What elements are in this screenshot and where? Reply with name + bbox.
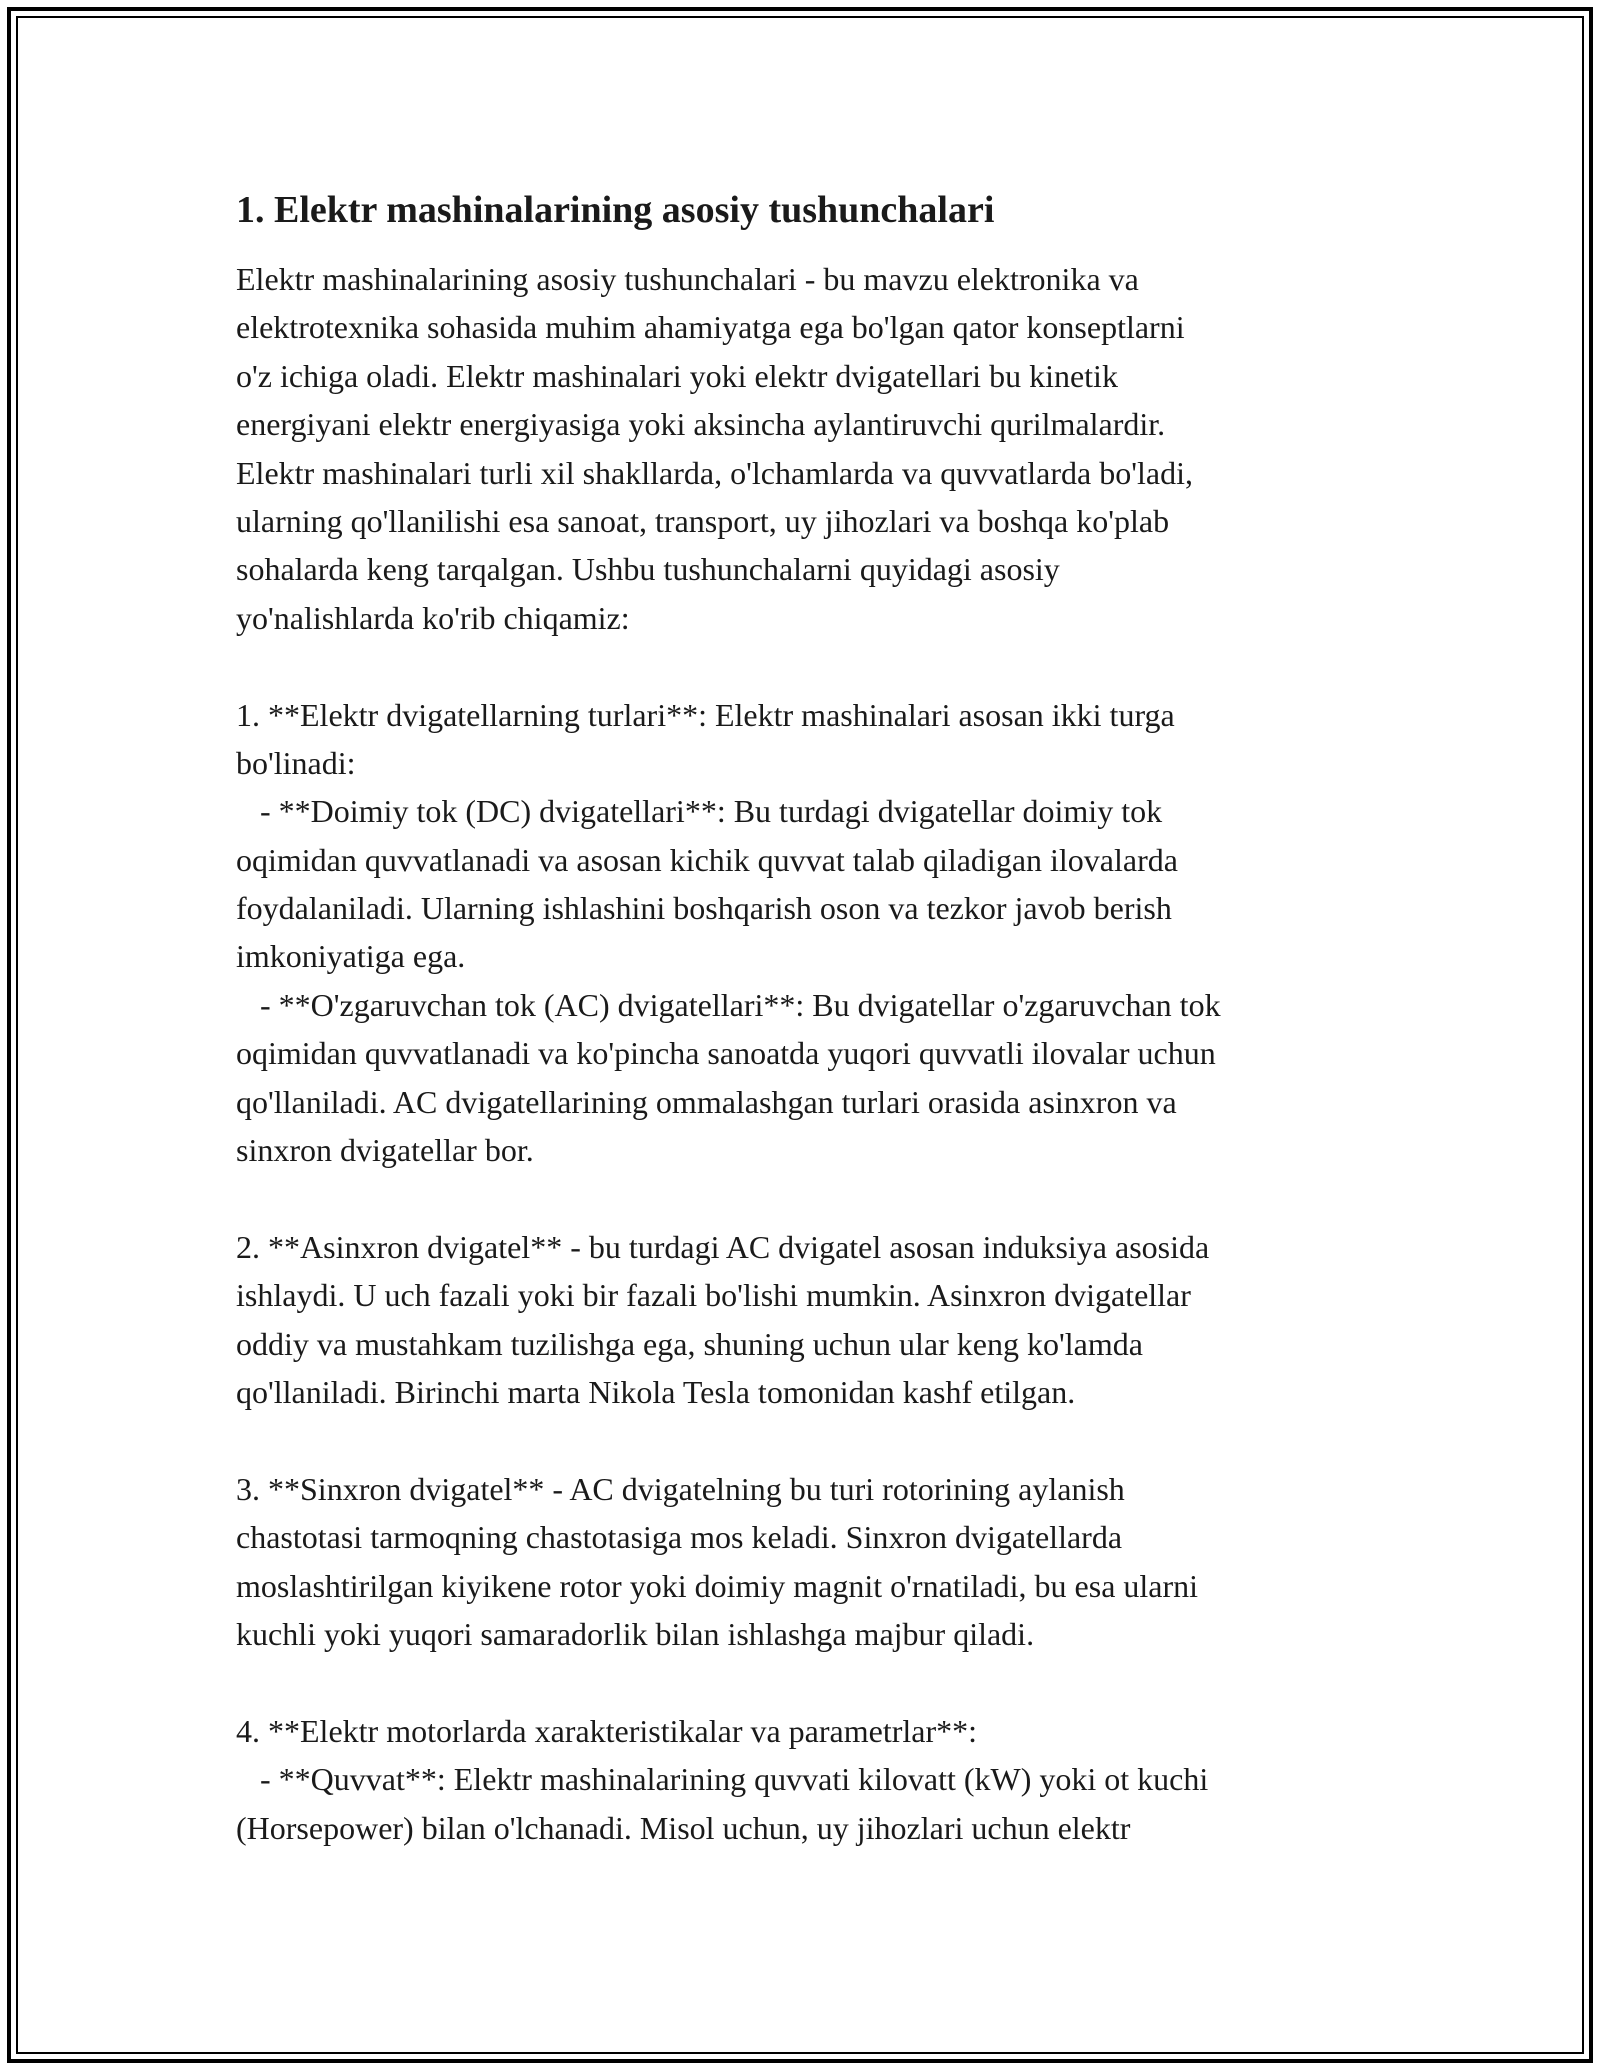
text-line: sinxron dvigatellar bor.	[236, 1132, 534, 1169]
blank-line	[236, 1416, 1386, 1464]
text-line: moslashtirilgan kiyikene rotor yoki doimiy magnit o'rnatiladi, bu esa ularni	[236, 1567, 1199, 1604]
text-line: (Horsepower) bilan o'lchanadi. Misol uchun, uy jihozlari uchun elektr	[236, 1809, 1131, 1846]
text-line: bo'linadi:	[236, 744, 356, 781]
blank-line	[236, 1174, 1386, 1222]
text-line: oddiy va mustahkam tuzilishga ega, shuning uchun ular keng ko'lamda	[236, 1325, 1143, 1362]
text-line: qo'llaniladi. Birinchi marta Nikola Tesla tomonidan kashf etilgan.	[236, 1373, 1076, 1410]
text-line: kuchli yoki yuqori samaradorlik bilan ishlashga majbur qiladi.	[236, 1615, 1035, 1652]
text-line: ishlaydi. U uch fazali yoki bir fazali bo'lishi mumkin. Asinxron dvigatellar	[236, 1277, 1191, 1314]
text-line: Elektr mashinalarining asosiy tushunchalari - bu mavzu elektronika va	[236, 261, 1139, 297]
text-line: sohalarda keng tarqalgan. Ushbu tushunchalarni quyidagi asosiy	[236, 551, 1060, 588]
text-line: chastotasi tarmoqning chastotasiga mos keladi. Sinxron dvigatellarda	[236, 1519, 1123, 1556]
text-line: imkoniyatiga ega.	[236, 938, 466, 975]
text-line: - **Doimiy tok (DC) dvigatellari**: Bu turdagi dvigatellar doimiy tok	[236, 793, 1163, 830]
text-line: 1. **Elektr dvigatellarning turlari**: Elektr mashinalari asosan ikki turga	[236, 696, 1175, 733]
document-body	[236, 185, 1386, 1852]
text-line: ularning qo'llanilishi esa sanoat, transport, uy jihozlari va boshqa ko'plab	[236, 502, 1170, 539]
paragraph-block	[236, 255, 1386, 1852]
text-line: 4. **Elektr motorlarda xarakteristikalar va parametrlar**:	[236, 1712, 978, 1749]
text-line: o'z ichiga oladi. Elektr mashinalari yoki elektr dvigatellari bu kinetik	[236, 357, 1118, 394]
text-line: yo'nalishlarda ko'rib chiqamiz:	[236, 599, 630, 636]
text-line: 3. **Sinxron dvigatel** - AC dvigatelning bu turi rotorining aylanish	[236, 1470, 1125, 1507]
text-line: foydalaniladi. Ularning ishlashini boshqarish oson va tezkor javob berish	[236, 890, 1172, 927]
blank-line	[236, 642, 1386, 690]
text-line: elektrotexnika sohasida muhim ahamiyatga ega bo'lgan qator konseptlarni	[236, 309, 1185, 346]
text-line: - **O'zgaruvchan tok (AC) dvigatellari**: Bu dvigatellar o'zgaruvchan tok	[236, 986, 1221, 1023]
text-line: oqimidan quvvatlanadi va asosan kichik quvvat talab qiladigan ilovalarda	[236, 841, 1178, 878]
text-line: Elektr mashinalari turli xil shakllarda, o'lchamlarda va quvvatlarda bo'ladi,	[236, 454, 1193, 491]
text-line: qo'llaniladi. AC dvigatellarining ommalashgan turlari orasida asinxron va	[236, 1083, 1177, 1120]
section-heading: 1. Elektr mashinalarining asosiy tushunchalari	[236, 189, 995, 231]
text-line: 2. **Asinxron dvigatel** - bu turdagi AC dvigatel asosan induksiya asosida	[236, 1228, 1210, 1265]
text-line: oqimidan quvvatlanadi va ko'pincha sanoatda yuqori quvvatli ilovalar uchun	[236, 1035, 1216, 1072]
text-line: - **Quvvat**: Elektr mashinalarining quvvati kilovatt (kW) yoki ot kuchi	[236, 1761, 1209, 1798]
text-line: energiyani elektr energiyasiga yoki aksincha aylantiruvchi qurilmalardir.	[236, 406, 1166, 443]
blank-line	[236, 1658, 1386, 1706]
